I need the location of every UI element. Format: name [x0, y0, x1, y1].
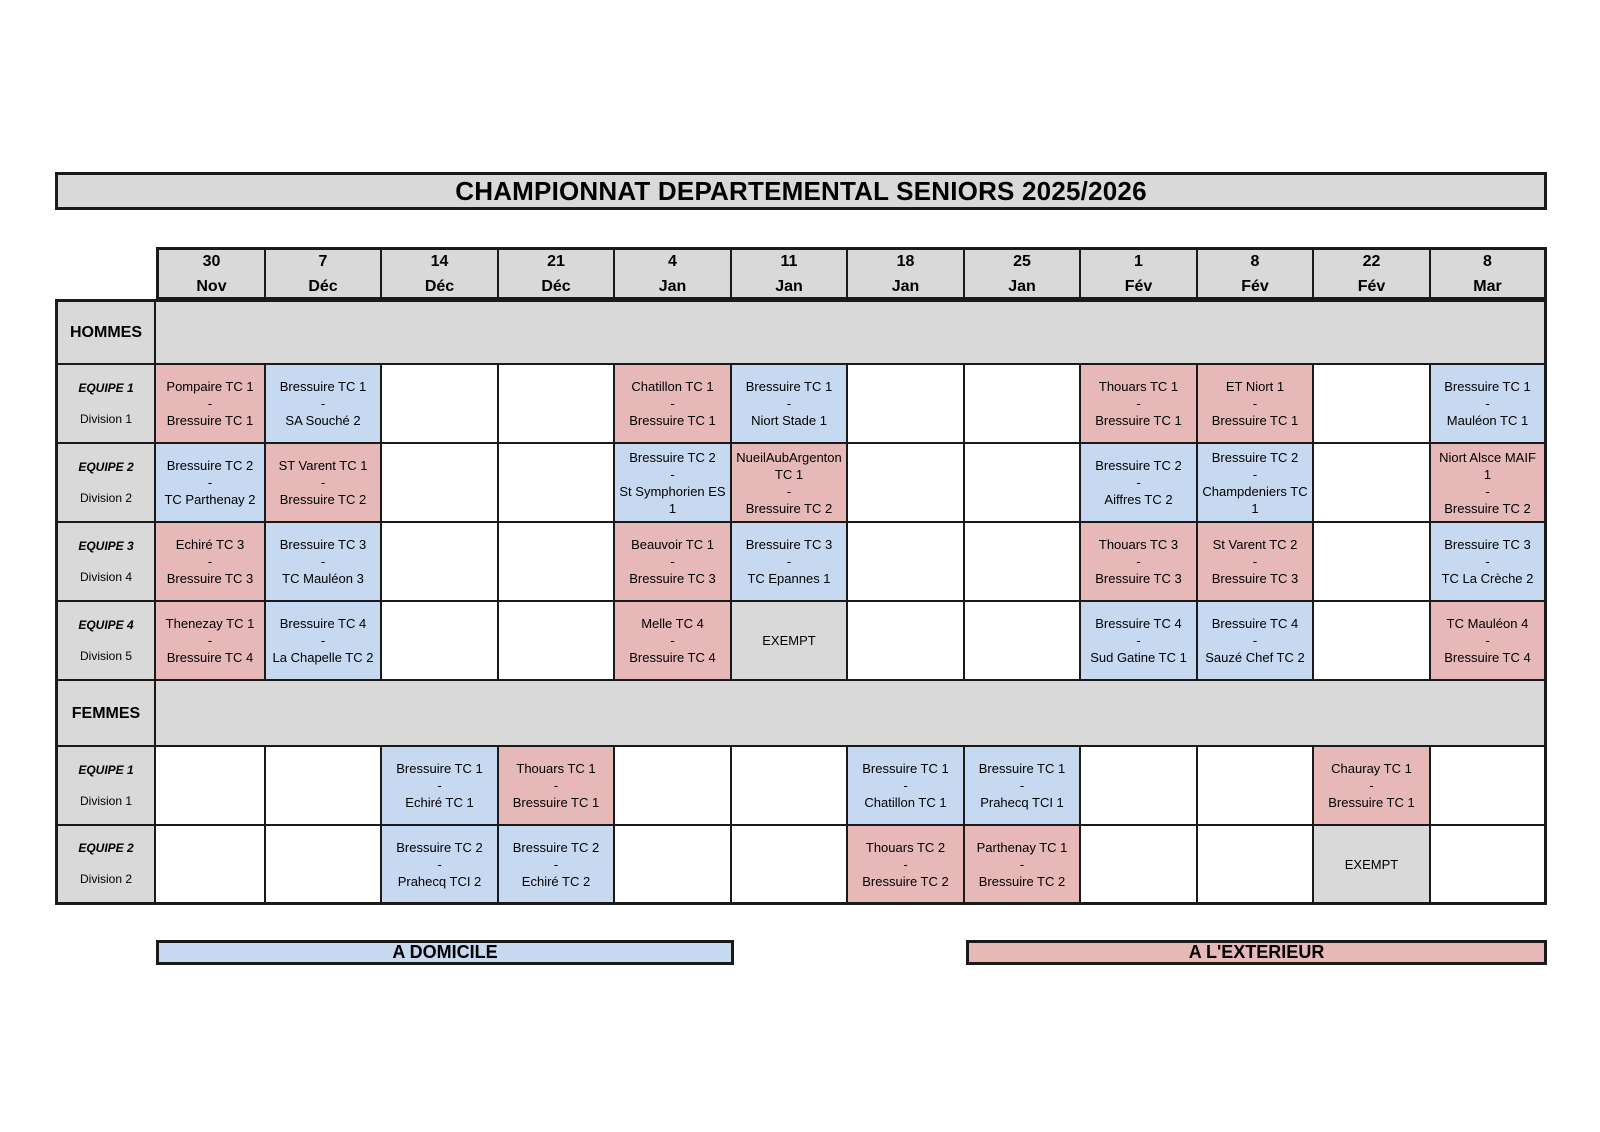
empty-cell [499, 523, 615, 602]
date-month: Jan [891, 277, 920, 295]
date-day: 14 [430, 252, 449, 270]
match-line: - [1252, 466, 1258, 482]
match-cell-home [156, 444, 266, 523]
match-cell-away [156, 365, 266, 444]
match-cell-exempt [732, 602, 848, 681]
match-cell-away [1314, 747, 1431, 826]
match-line: Chatillon TC 1 [864, 795, 947, 810]
match-line: Bressuire TC 1 [166, 413, 254, 428]
division-name: Division 5 [79, 648, 133, 663]
date-day: 4 [668, 252, 677, 270]
empty-cell [965, 365, 1081, 444]
empty-cell [382, 444, 499, 523]
empty-cell [382, 365, 499, 444]
empty-cell [965, 523, 1081, 602]
match-cell-away [156, 602, 266, 681]
match-line: Bressuire TC 2 [862, 873, 949, 889]
match-line: Bressuire TC 1 [1095, 413, 1182, 428]
date-header [1431, 247, 1547, 299]
match-line: - [437, 856, 442, 872]
match-line: Pompaire TC 1 [166, 379, 254, 394]
match-line: - [786, 396, 792, 411]
date-day: 22 [1362, 252, 1381, 270]
empty-cell [1431, 826, 1547, 905]
match-line: Bressuire TC 4 [166, 650, 254, 665]
match-cell-home [499, 826, 615, 905]
match-cell-exempt [1314, 826, 1431, 905]
empty-cell [1314, 602, 1431, 681]
match-cell-home [848, 747, 965, 826]
empty-cell [1198, 826, 1314, 905]
section-label [55, 681, 156, 747]
date-day: 30 [202, 252, 221, 270]
date-header [615, 247, 732, 299]
match-line: Aiffres TC 2 [1104, 492, 1173, 507]
match-cell-home [1198, 602, 1314, 681]
match-line: Prahecq TCI 1 [980, 795, 1064, 810]
match-cell-home [1081, 602, 1198, 681]
date-day: 11 [780, 252, 798, 270]
team-label [55, 826, 156, 905]
empty-cell [732, 826, 848, 905]
match-line: - [1485, 483, 1490, 499]
team-name: EQUIPE 1 [78, 380, 134, 395]
division-name: Division 1 [79, 793, 133, 808]
match-line: - [1136, 396, 1141, 411]
date-day: 25 [1013, 252, 1031, 270]
empty-cell [615, 826, 732, 905]
match-line: TC Mauléon 4 [1446, 616, 1529, 631]
match-line: Prahecq TCI 2 [397, 873, 482, 889]
match-line: Mauléon TC 1 [1446, 413, 1529, 428]
match-line: - [670, 466, 675, 482]
empty-cell [848, 523, 965, 602]
empty-cell [965, 444, 1081, 523]
match-cell-away [615, 365, 732, 444]
match-line: Champdeniers TC [1202, 483, 1308, 499]
match-line: TC Epannes 1 [747, 571, 831, 586]
match-line: - [553, 778, 559, 793]
match-line: - [1252, 633, 1258, 648]
match-line: Bressuire TC 3 [1211, 571, 1299, 586]
match-line: Bressuire TC 1 [745, 379, 833, 394]
match-cell-away [732, 444, 848, 523]
match-line: Bressuire TC 3 [745, 537, 833, 552]
match-line: Sauzé Chef TC 2 [1205, 650, 1305, 665]
match-cell-away [1431, 444, 1547, 523]
match-cell-away [1081, 523, 1198, 602]
date-month: Nov [196, 277, 227, 295]
match-cell-home [382, 747, 499, 826]
match-line: - [1485, 396, 1490, 411]
match-line: Bressuire TC 4 [279, 616, 367, 631]
match-cell-away [848, 826, 965, 905]
match-line: - [1369, 778, 1374, 793]
empty-cell [615, 747, 732, 826]
match-line: - [320, 554, 326, 569]
match-line: Bressuire TC 3 [166, 571, 254, 586]
date-header [499, 247, 615, 299]
empty-cell [1081, 826, 1198, 905]
date-day: 8 [1250, 252, 1260, 270]
match-line: - [903, 778, 908, 793]
match-cell-home [266, 365, 382, 444]
empty-cell [382, 602, 499, 681]
empty-cell [1314, 523, 1431, 602]
date-header [1314, 247, 1431, 299]
match-line: - [786, 554, 792, 569]
date-day: 8 [1483, 252, 1492, 270]
match-cell-home [615, 444, 732, 523]
match-line: Echiré TC 1 [405, 795, 474, 810]
empty-cell [266, 826, 382, 905]
match-line: Bressuire TC 2 [745, 500, 833, 516]
team-name: EQUIPE 1 [78, 762, 134, 777]
match-line: Bressuire TC 3 [629, 571, 716, 586]
empty-cell [499, 602, 615, 681]
match-cell-home [382, 826, 499, 905]
match-cell-away [1431, 602, 1547, 681]
match-line: St Symphorien ES [619, 483, 726, 499]
match-line: - [320, 633, 326, 648]
match-cell-away [615, 523, 732, 602]
match-line: - [670, 396, 675, 411]
section-label [55, 299, 156, 365]
empty-cell [1081, 747, 1198, 826]
match-line: - [670, 554, 675, 569]
empty-cell [499, 444, 615, 523]
match-line: - [1485, 633, 1490, 648]
match-line: Bressuire TC 3 [1444, 537, 1531, 552]
match-line: TC 1 [774, 466, 804, 482]
empty-cell [732, 747, 848, 826]
date-day: 21 [547, 252, 565, 270]
empty-cell [848, 365, 965, 444]
match-line: EXEMPT [762, 633, 816, 648]
match-cell-home [965, 747, 1081, 826]
date-header [382, 247, 499, 299]
match-line: SA Souché 2 [285, 413, 361, 428]
date-month: Mar [1473, 277, 1502, 295]
match-line: ST Varent TC 1 [278, 458, 368, 473]
match-cell-home [266, 523, 382, 602]
empty-cell [848, 602, 965, 681]
match-line: 1 [1251, 500, 1259, 516]
schedule-table [55, 247, 1547, 906]
match-line: TC La Crèche 2 [1441, 571, 1534, 586]
empty-cell [1431, 747, 1547, 826]
date-month: Fév [1124, 277, 1153, 295]
match-line: - [207, 633, 213, 648]
match-line: - [1136, 633, 1141, 648]
match-cell-home [732, 523, 848, 602]
match-line: Bressuire TC 1 [279, 379, 367, 394]
date-header [156, 247, 266, 299]
match-line: La Chapelle TC 2 [272, 650, 374, 665]
empty-cell [1314, 365, 1431, 444]
match-cell-away [1198, 365, 1314, 444]
match-line: Bressuire TC 1 [512, 795, 600, 810]
match-line: - [903, 856, 908, 872]
date-header [732, 247, 848, 299]
match-line: St Varent TC 2 [1212, 537, 1298, 552]
match-line: - [1252, 554, 1258, 569]
match-line: Bressuire TC 2 [512, 839, 600, 855]
empty-cell [499, 365, 615, 444]
match-cell-away [1081, 365, 1198, 444]
match-line: - [207, 554, 213, 569]
match-line: Bressuire TC 2 [978, 873, 1066, 889]
section-band [156, 681, 1547, 747]
division-name: Division 2 [79, 872, 133, 886]
division-name: Division 1 [79, 411, 133, 426]
match-line: 1 [668, 500, 677, 516]
match-line: - [1019, 856, 1025, 872]
match-cell-away [615, 602, 732, 681]
match-line: - [437, 778, 442, 793]
match-line: Beauvoir TC 1 [631, 537, 714, 552]
match-line: Bressuire TC 2 [396, 839, 483, 855]
match-line: - [1485, 554, 1490, 569]
match-line: Bressuire TC 1 [862, 761, 949, 776]
match-line: Bressuire TC 1 [1211, 413, 1299, 428]
match-cell-home [732, 365, 848, 444]
match-line: - [1136, 475, 1141, 490]
empty-cell [266, 747, 382, 826]
match-line: - [670, 633, 675, 648]
empty-cell [965, 602, 1081, 681]
date-month: Déc [308, 277, 338, 295]
date-header [848, 247, 965, 299]
date-month: Jan [1008, 277, 1036, 295]
match-line: - [553, 856, 559, 872]
team-name: EQUIPE 2 [78, 459, 134, 474]
match-line: Bressuire TC 1 [1444, 379, 1531, 394]
match-line: Bressuire TC 2 [1444, 500, 1531, 516]
page-title: CHAMPIONNAT DEPARTEMENTAL SENIORS 2025/2026 [55, 172, 1547, 210]
match-line: - [207, 396, 213, 411]
date-month: Fév [1357, 277, 1386, 295]
match-line: Thouars TC 1 [1098, 379, 1179, 394]
date-month: Fév [1241, 277, 1269, 295]
division-name: Division 2 [79, 490, 133, 505]
empty-cell [156, 826, 266, 905]
match-line: TC Mauléon 3 [282, 571, 364, 586]
section-band [156, 299, 1547, 365]
empty-cell [156, 747, 266, 826]
match-line: Bressuire TC 2 [1211, 449, 1299, 465]
match-line: Bressuire TC 2 [279, 492, 367, 507]
match-line: - [1136, 554, 1141, 569]
team-name: EQUIPE 4 [78, 617, 134, 632]
date-month: Jan [775, 277, 803, 295]
match-line: Thouars TC 2 [865, 839, 946, 855]
team-label [55, 444, 156, 523]
match-line: Echiré TC 3 [175, 537, 245, 552]
match-cell-away [1198, 523, 1314, 602]
match-cell-home [1431, 523, 1547, 602]
section-label-text: HOMMES [70, 324, 142, 341]
match-line: Bressuire TC 1 [1328, 795, 1415, 810]
date-day: 7 [318, 252, 328, 270]
match-line: Echiré TC 2 [521, 873, 591, 889]
date-header [1198, 247, 1314, 299]
match-line: Bressuire TC 1 [396, 761, 483, 776]
match-cell-away [156, 523, 266, 602]
team-label [55, 365, 156, 444]
match-line: Thouars TC 1 [516, 761, 596, 776]
match-line: EXEMPT [1344, 856, 1399, 872]
empty-cell [1198, 747, 1314, 826]
date-day: 1 [1134, 252, 1143, 270]
match-line: Thenezay TC 1 [165, 616, 255, 631]
team-name: EQUIPE 2 [78, 841, 134, 855]
empty-cell [848, 444, 965, 523]
match-line: - [320, 396, 326, 411]
team-label [55, 523, 156, 602]
date-header [965, 247, 1081, 299]
date-header [1081, 247, 1198, 299]
match-line: Bressuire TC 2 [1095, 458, 1182, 473]
match-line: Bressuire TC 1 [629, 413, 716, 428]
date-header [266, 247, 382, 299]
date-day: 18 [896, 252, 915, 270]
match-line: ET Niort 1 [1225, 379, 1285, 394]
corner-spacer [55, 247, 156, 299]
match-cell-home [1198, 444, 1314, 523]
team-label [55, 602, 156, 681]
match-line: Sud Gatine TC 1 [1090, 650, 1187, 665]
section-label-text: FEMMES [71, 704, 141, 722]
division-name: Division 4 [79, 569, 133, 584]
match-line: - [1019, 778, 1025, 793]
match-line: Niort Stade 1 [751, 413, 827, 428]
match-cell-home [266, 602, 382, 681]
match-line: 1 [1483, 466, 1492, 482]
match-cell-home [1081, 444, 1198, 523]
legend-away: A L'EXTERIEUR [966, 940, 1547, 965]
match-cell-away [499, 747, 615, 826]
match-line: - [786, 483, 792, 499]
empty-cell [382, 523, 499, 602]
match-line: Chauray TC 1 [1331, 761, 1412, 776]
match-line: - [320, 475, 326, 490]
date-month: Déc [541, 277, 571, 295]
match-line: TC Parthenay 2 [164, 492, 256, 507]
match-line: Melle TC 4 [641, 616, 704, 631]
match-cell-home [1431, 365, 1547, 444]
match-line: Parthenay TC 1 [976, 839, 1068, 855]
match-line: Bressuire TC 4 [1095, 616, 1182, 631]
match-line: Bressuire TC 2 [629, 449, 716, 465]
legend-home: A DOMICILE [156, 940, 734, 965]
match-line: - [207, 475, 213, 490]
match-line: Bressuire TC 1 [978, 761, 1066, 776]
match-line: Bressuire TC 4 [1211, 616, 1299, 631]
team-name: EQUIPE 3 [78, 538, 134, 553]
team-label [55, 747, 156, 826]
empty-cell [1314, 444, 1431, 523]
match-line: Thouars TC 3 [1098, 537, 1179, 552]
match-line: Bressuire TC 2 [166, 458, 254, 473]
date-month: Jan [658, 277, 687, 295]
match-line: - [1252, 396, 1258, 411]
date-month: Déc [424, 277, 455, 295]
match-line: NueilAubArgenton [736, 449, 842, 465]
match-line: Niort Alsce MAIF [1439, 449, 1536, 465]
match-cell-away [266, 444, 382, 523]
match-line: Bressuire TC 3 [279, 537, 367, 552]
match-cell-away [965, 826, 1081, 905]
match-line: Bressuire TC 4 [1444, 650, 1531, 665]
match-line: Bressuire TC 3 [1095, 571, 1182, 586]
match-line: Bressuire TC 4 [629, 650, 716, 665]
match-line: Chatillon TC 1 [631, 379, 714, 394]
